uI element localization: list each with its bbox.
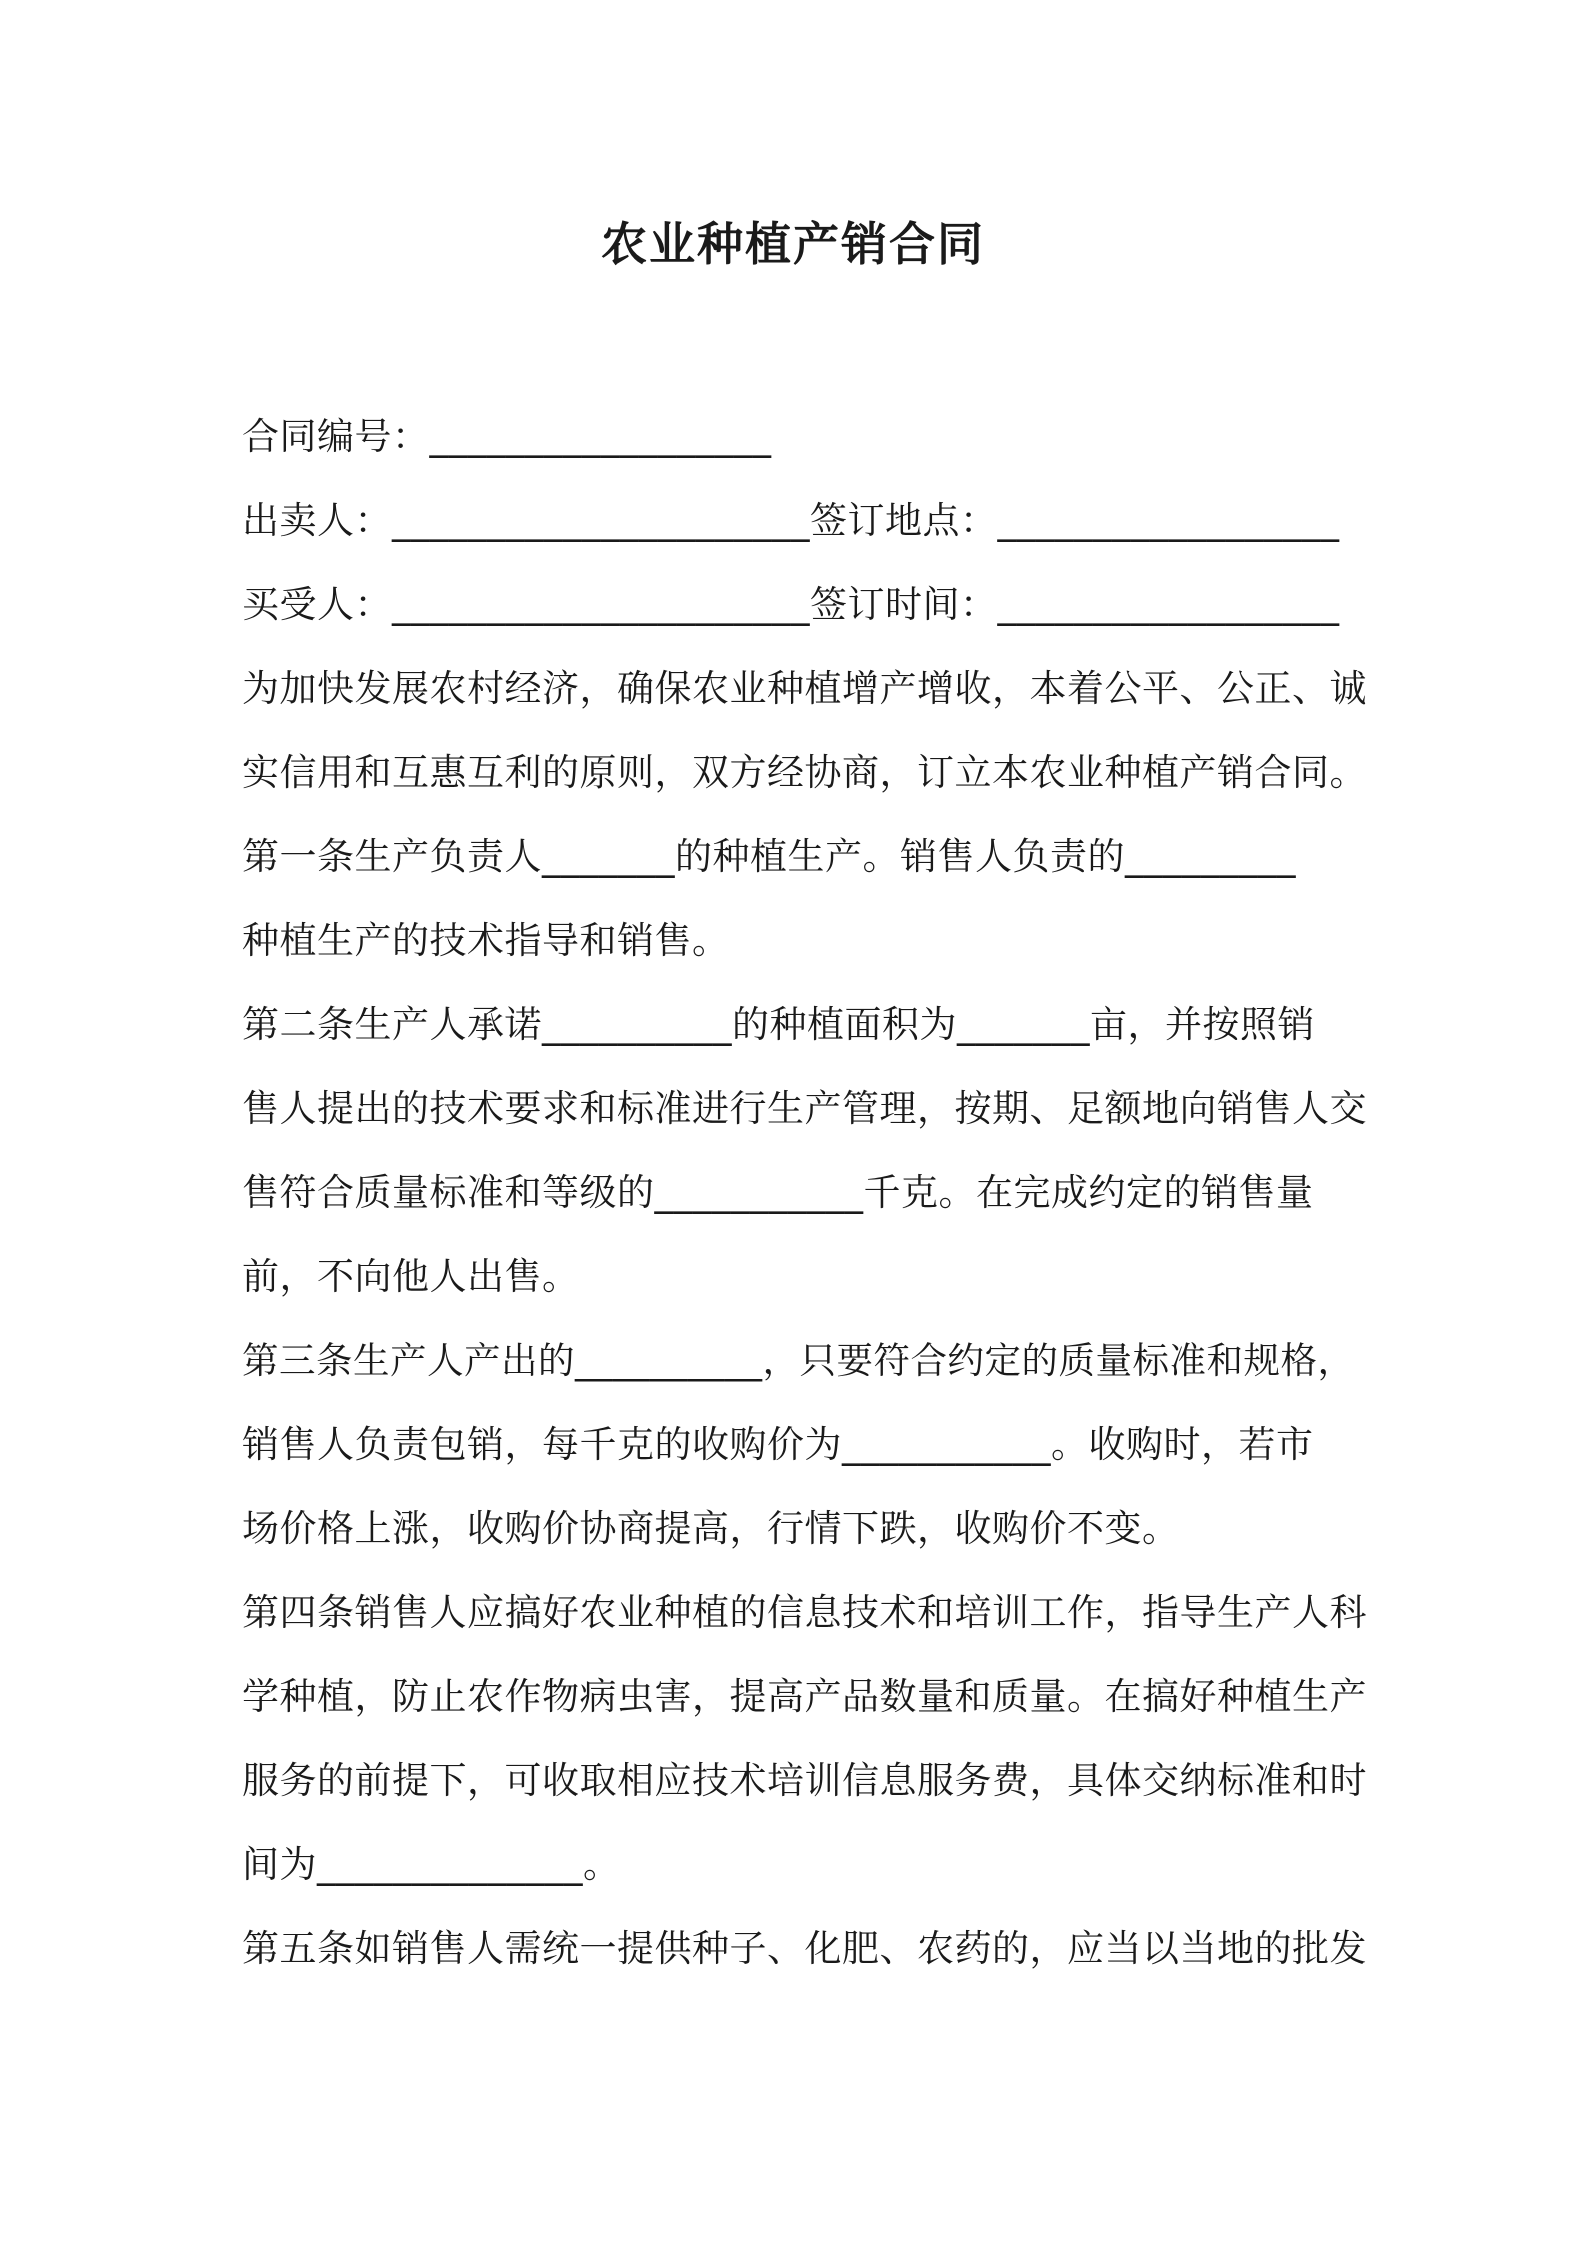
article-3-line-2: 销售人负责包销，每千克的收购价为___________。收购时，若市 (242, 1423, 1314, 1466)
article-4-line-3: 服务的前提下，可收取相应技术培训信息服务费，具体交纳标准和时 (242, 1759, 1367, 1802)
article-2-line-1: 第二条生产人承诺__________的种植面积为_______亩，并按照销 (242, 1003, 1315, 1046)
article-2-line-4: 前，不向他人出售。 (242, 1255, 580, 1298)
article-3-line-3: 场价格上涨，收购价协商提高，行情下跌，收购价不变。 (242, 1507, 1180, 1550)
buyer-line: 买受人：______________________签订时间：__________________ (242, 583, 1340, 626)
article-2-line-2: 售人提出的技术要求和标准进行生产管理，按期、足额地向销售人交 (242, 1087, 1367, 1130)
article-1-line-1: 第一条生产负责人_______的种植生产。销售人负责的_________ (242, 835, 1296, 878)
preamble-line-1: 为加快发展农村经济，确保农业种植增产增收，本着公平、公正、诚 (242, 667, 1367, 710)
article-5-line-1: 第五条如销售人需统一提供种子、化肥、农药的，应当以当地的批发 (242, 1927, 1367, 1970)
article-3-line-1: 第三条生产人产出的__________，只要符合约定的质量标准和规格， (242, 1339, 1355, 1382)
article-2-line-3: 售符合质量标准和等级的___________千克。在完成约定的销售量 (242, 1171, 1314, 1214)
document-title: 农业种植产销合同 (601, 217, 985, 271)
article-4-line-4: 间为______________。 (242, 1843, 621, 1886)
article-1-line-2: 种植生产的技术指导和销售。 (242, 919, 730, 962)
article-4-line-1: 第四条销售人应搞好农业种植的信息技术和培训工作，指导生产人科 (242, 1591, 1367, 1634)
contract-number-line: 合同编号：__________________ (242, 415, 772, 458)
preamble-line-2: 实信用和互惠互利的原则，双方经协商，订立本农业种植产销合同。 (242, 751, 1367, 794)
article-4-line-2: 学种植，防止农作物病虫害，提高产品数量和质量。在搞好种植生产 (242, 1675, 1367, 1718)
seller-line: 出卖人：______________________签订地点：__________________ (242, 499, 1340, 542)
